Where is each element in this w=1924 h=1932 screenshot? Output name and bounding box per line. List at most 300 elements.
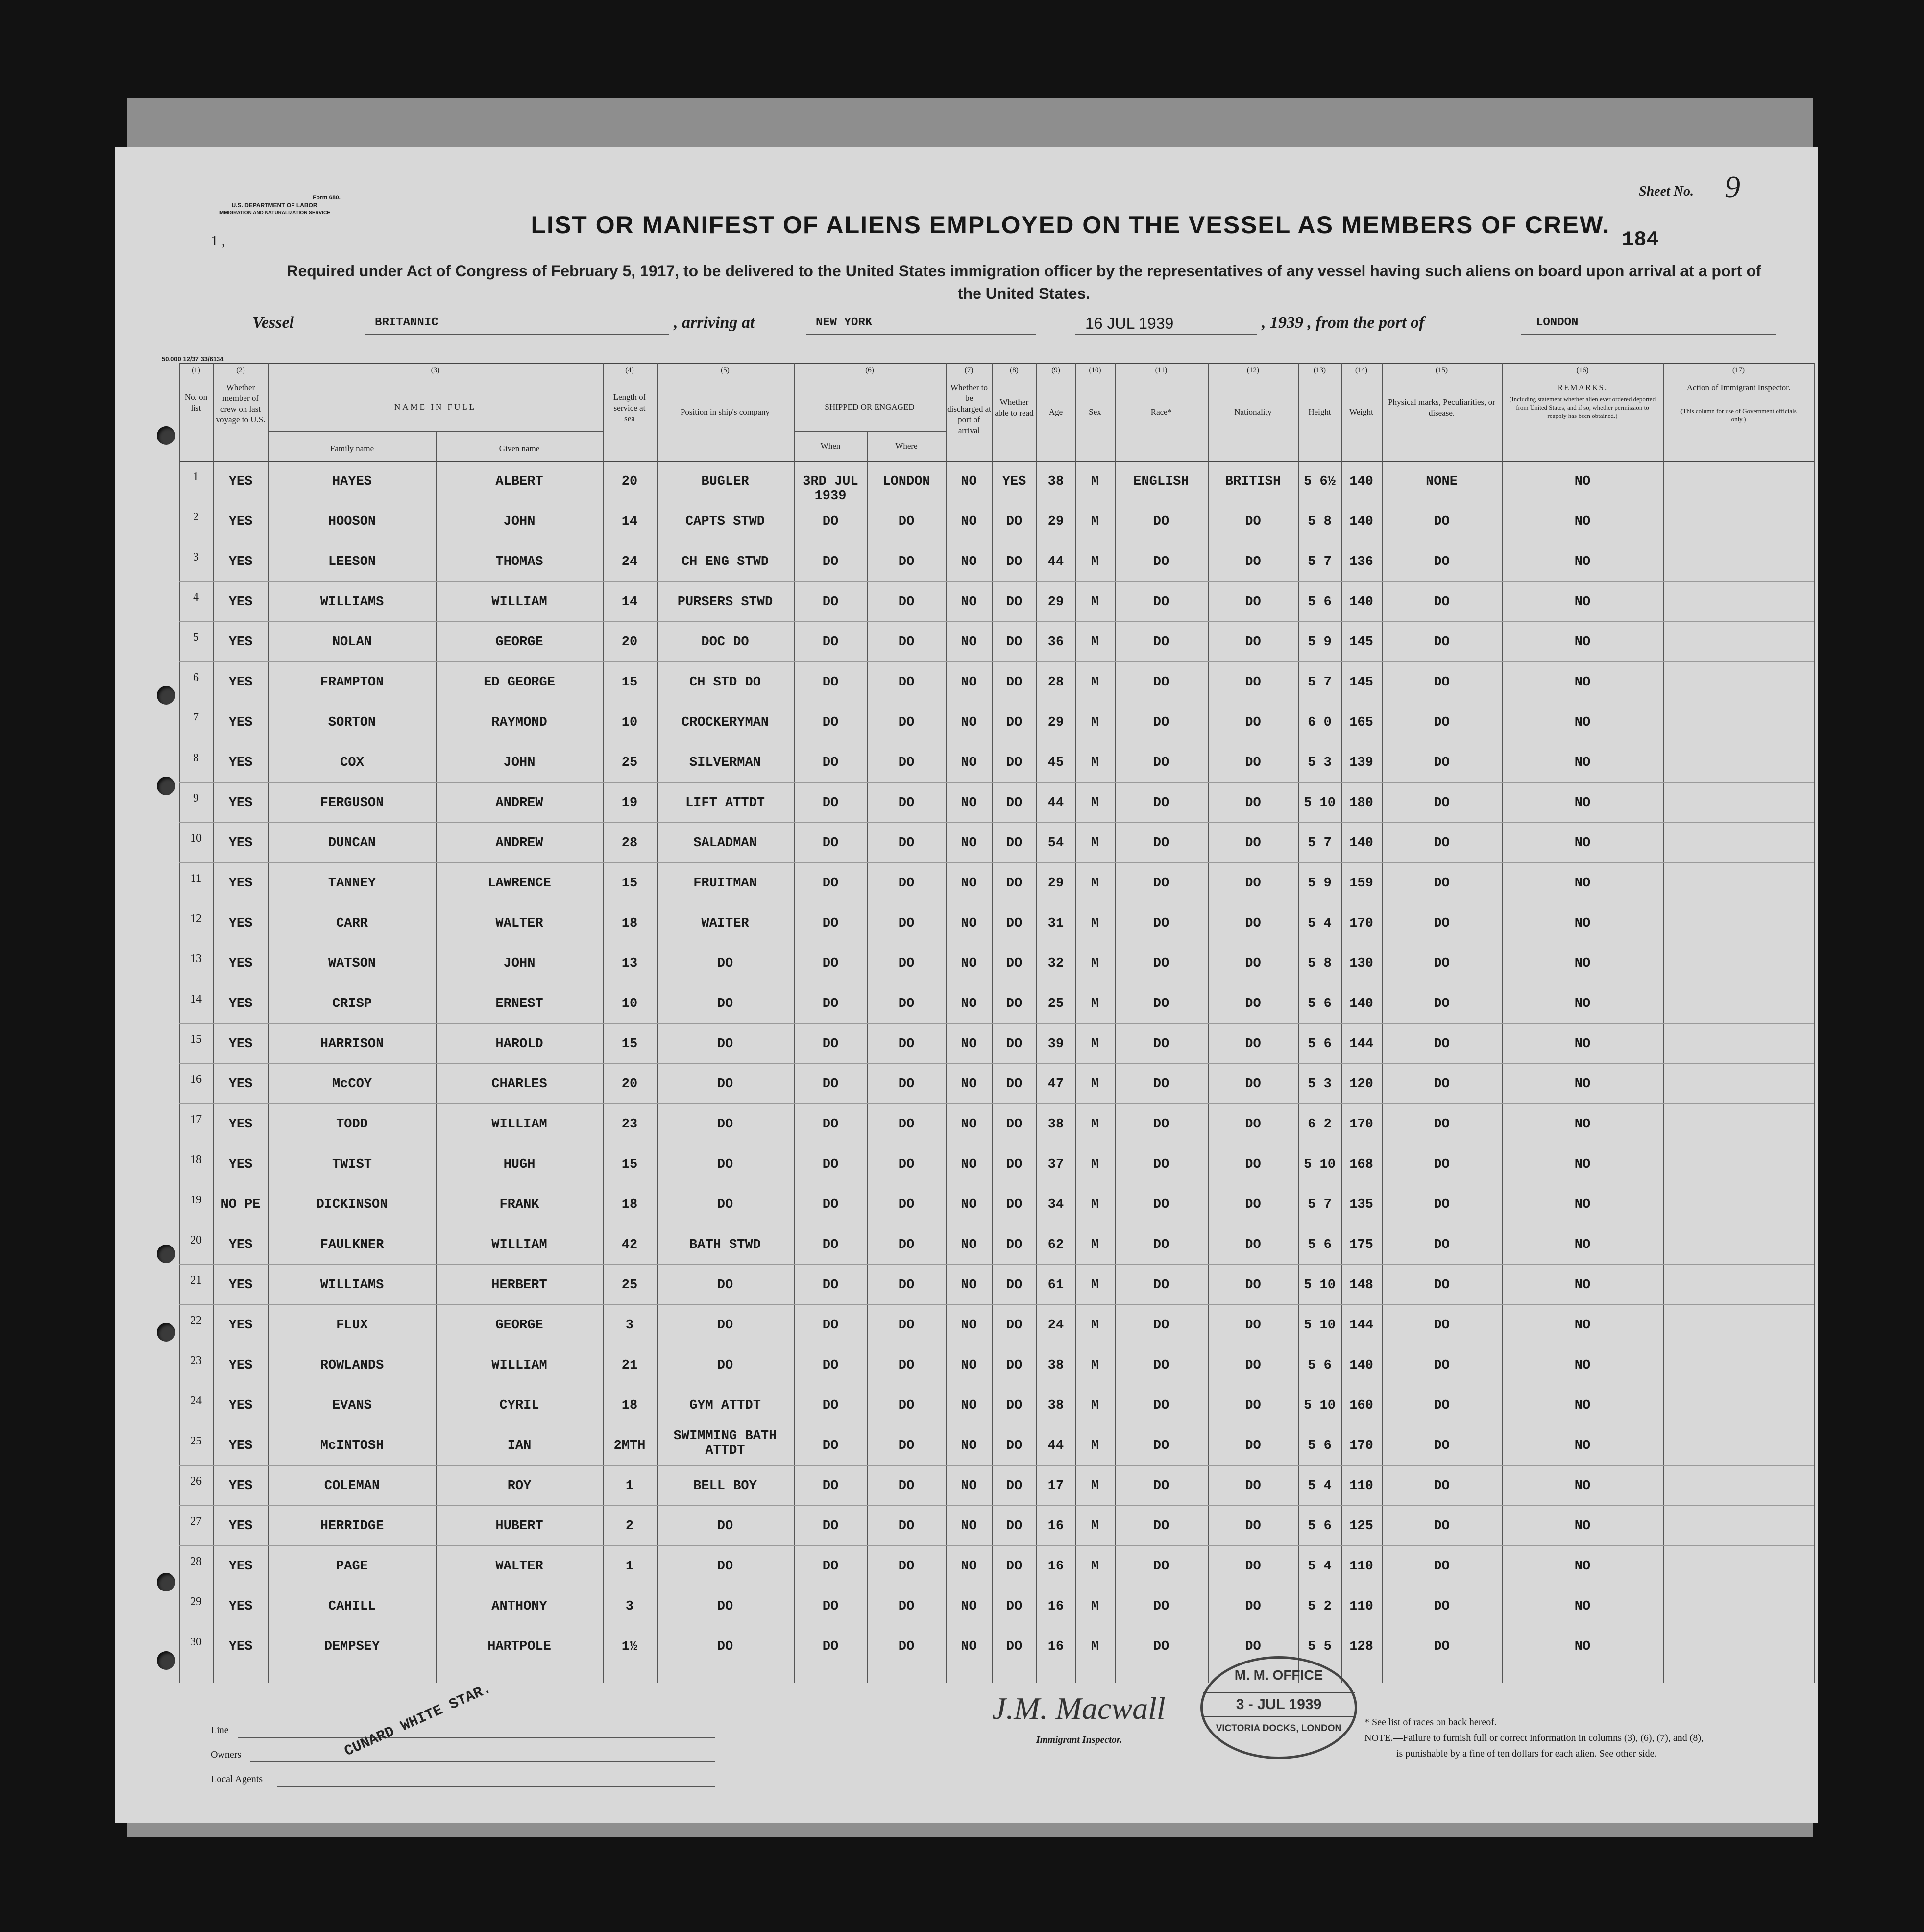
cell-remarks: NO <box>1574 1157 1591 1172</box>
cell-disch: NO <box>961 1398 977 1413</box>
agents-underline <box>277 1786 715 1787</box>
header-name-in-full: NAME IN FULL <box>394 402 476 412</box>
cell-age: 62 <box>1047 1238 1064 1252</box>
cell-when: DO <box>822 1238 839 1252</box>
cell-sex: M <box>1091 1157 1099 1172</box>
cell-phys: DO <box>1434 1077 1450 1092</box>
cell-where: LONDON <box>882 474 930 489</box>
cell-age: 16 <box>1047 1599 1064 1614</box>
cell-sex: M <box>1091 1037 1099 1052</box>
cell-position: SILVERMAN <box>689 756 761 770</box>
cell-crew: YES <box>228 514 253 529</box>
cell-when: DO <box>822 675 839 690</box>
row-number: 1 <box>193 470 199 483</box>
cell-family: McINTOSH <box>320 1439 384 1453</box>
cell-read: DO <box>1006 1037 1023 1052</box>
cell-read: DO <box>1006 555 1023 569</box>
cell-position: CROCKERYMAN <box>681 715 769 730</box>
year-label: , 1939 , from the port of <box>1262 314 1425 332</box>
row-number: 29 <box>190 1595 202 1608</box>
cell-position: BATH STWD <box>689 1238 761 1252</box>
column-number: (9) <box>1051 367 1060 374</box>
header-remarks: REMARKS. <box>1557 383 1608 392</box>
header-action: Action of Immigrant Inspector. <box>1686 383 1791 392</box>
cell-nat: DO <box>1245 1519 1261 1534</box>
cell-where: DO <box>898 1639 915 1654</box>
cell-position: PURSERS STWD <box>677 595 773 610</box>
column-number: (8) <box>1010 367 1019 374</box>
cell-crew: YES <box>228 1037 253 1052</box>
cell-nat: DO <box>1245 796 1261 810</box>
cell-sex: M <box>1091 555 1099 569</box>
cell-sex: M <box>1091 1077 1099 1092</box>
cell-given: JOHN <box>503 956 536 971</box>
cell-phys: DO <box>1434 1479 1450 1493</box>
cell-remarks: NO <box>1574 1278 1591 1293</box>
cell-when: DO <box>822 1318 839 1333</box>
cell-height: 5 4 <box>1308 916 1332 931</box>
cell-family: FAULKNER <box>320 1238 384 1252</box>
cell-crew: YES <box>228 1358 253 1373</box>
cell-race: DO <box>1153 1439 1169 1453</box>
cell-position: DO <box>717 1559 733 1574</box>
header-where: Where <box>895 441 918 451</box>
sheet-number: 9 <box>1725 170 1740 204</box>
cell-where: DO <box>898 1479 915 1493</box>
cell-height: 5 6 <box>1308 997 1332 1011</box>
cell-given: ANTHONY <box>491 1599 547 1614</box>
cell-when: DO <box>822 916 839 931</box>
cell-race: DO <box>1153 1278 1169 1293</box>
cell-phys: NONE <box>1426 474 1458 489</box>
cell-given: CHARLES <box>491 1077 547 1092</box>
arrival-port: NEW YORK <box>816 316 873 329</box>
agents-label: Local Agents <box>211 1774 263 1785</box>
cell-service: 1 <box>625 1559 634 1574</box>
cell-crew: YES <box>228 1318 253 1333</box>
cell-family: NOLAN <box>332 635 372 650</box>
cell-read: DO <box>1006 595 1023 610</box>
cell-height: 5 6 <box>1308 1238 1332 1252</box>
cell-when: DO <box>822 1358 839 1373</box>
cell-read: DO <box>1006 1559 1023 1574</box>
cell-race: DO <box>1153 997 1169 1011</box>
cell-family: DUNCAN <box>328 836 376 851</box>
cell-read: DO <box>1006 916 1023 931</box>
cell-phys: DO <box>1434 1318 1450 1333</box>
cell-phys: DO <box>1434 1198 1450 1212</box>
cell-nat: DO <box>1245 514 1261 529</box>
cell-crew: YES <box>228 1157 253 1172</box>
footnote-fine: is punishable by a fine of ten dollars for each alien. See other side. <box>1396 1748 1657 1759</box>
cell-phys: DO <box>1434 715 1450 730</box>
cell-remarks: NO <box>1574 474 1591 489</box>
cell-where: DO <box>898 1599 915 1614</box>
cell-disch: NO <box>961 1157 977 1172</box>
cell-age: 44 <box>1047 1439 1064 1453</box>
cell-given: ANDREW <box>495 836 543 851</box>
cell-height: 6 2 <box>1308 1117 1332 1132</box>
cell-weight: 125 <box>1349 1519 1373 1534</box>
cell-given: HUBERT <box>495 1519 543 1534</box>
cell-where: DO <box>898 876 915 891</box>
cell-family: HARRISON <box>320 1037 384 1052</box>
cell-when: DO <box>822 635 839 650</box>
cell-where: DO <box>898 715 915 730</box>
cell-weight: 180 <box>1349 796 1373 810</box>
cell-service: 14 <box>621 595 638 610</box>
cell-race: DO <box>1153 595 1169 610</box>
header-shipped: SHIPPED OR ENGAGED <box>825 402 915 412</box>
cell-nat: DO <box>1245 836 1261 851</box>
cell-position: DO <box>717 1318 733 1333</box>
cell-family: PAGE <box>336 1559 368 1574</box>
cell-read: DO <box>1006 1358 1023 1373</box>
cell-where: DO <box>898 1519 915 1534</box>
cell-read: DO <box>1006 514 1023 529</box>
cell-family: HOOSON <box>328 514 376 529</box>
column-number: (11) <box>1155 367 1168 374</box>
cell-remarks: NO <box>1574 1198 1591 1212</box>
cell-race: DO <box>1153 1398 1169 1413</box>
cell-service: 20 <box>621 1077 638 1092</box>
column-number: (2) <box>236 367 245 374</box>
cell-service: 15 <box>621 1157 638 1172</box>
vessel-underline <box>365 334 669 335</box>
cell-given: ED GEORGE <box>484 675 555 690</box>
cell-age: 45 <box>1047 756 1064 770</box>
cell-when: DO <box>822 756 839 770</box>
footnote-races: * See list of races on back hereof. <box>1364 1717 1497 1728</box>
cell-read: DO <box>1006 1198 1023 1212</box>
line-label: Line <box>211 1725 229 1736</box>
cell-read: DO <box>1006 1519 1023 1534</box>
cell-when: DO <box>822 1198 839 1212</box>
cell-nat: DO <box>1245 1439 1261 1453</box>
cell-position: CAPTS STWD <box>685 514 765 529</box>
row-number: 15 <box>190 1033 202 1046</box>
cell-where: DO <box>898 635 915 650</box>
cell-weight: 140 <box>1349 474 1373 489</box>
cell-given: WILLIAM <box>491 1238 547 1252</box>
cell-nat: DO <box>1245 1157 1261 1172</box>
cell-crew: YES <box>228 796 253 810</box>
cell-read: DO <box>1006 1278 1023 1293</box>
header-height: Height <box>1308 407 1331 416</box>
cell-read: DO <box>1006 956 1023 971</box>
table-row <box>179 501 1814 541</box>
cell-when: DO <box>822 956 839 971</box>
cell-position: DO <box>717 1358 733 1373</box>
cell-nat: DO <box>1245 595 1261 610</box>
cell-sex: M <box>1091 876 1099 891</box>
cell-read: DO <box>1006 635 1023 650</box>
cell-height: 5 3 <box>1308 756 1332 770</box>
cell-given: WILLIAM <box>491 1358 547 1373</box>
cell-family: FLUX <box>336 1318 368 1333</box>
cell-service: 25 <box>621 756 638 770</box>
table-row <box>179 1023 1814 1063</box>
column-number: (4) <box>625 367 634 374</box>
cell-where: DO <box>898 916 915 931</box>
cell-read: DO <box>1006 997 1023 1011</box>
cell-service: 23 <box>621 1117 638 1132</box>
cell-remarks: NO <box>1574 555 1591 569</box>
cell-family: CAHILL <box>328 1599 376 1614</box>
cell-read: DO <box>1006 1398 1023 1413</box>
row-number: 10 <box>190 832 202 845</box>
table-row <box>179 822 1814 862</box>
table-row <box>179 702 1814 742</box>
cell-sex: M <box>1091 1238 1099 1252</box>
cell-height: 5 8 <box>1308 514 1332 529</box>
cell-disch: NO <box>961 916 977 931</box>
table-row <box>179 1425 1814 1465</box>
table-row <box>179 541 1814 581</box>
cell-nat: DO <box>1245 1358 1261 1373</box>
cell-disch: NO <box>961 1037 977 1052</box>
cell-read: DO <box>1006 756 1023 770</box>
shipped-header-rule <box>794 431 946 432</box>
cell-family: SORTON <box>328 715 376 730</box>
cell-given: HERBERT <box>491 1278 547 1293</box>
cell-sex: M <box>1091 1599 1099 1614</box>
cell-phys: DO <box>1434 1599 1450 1614</box>
cell-remarks: NO <box>1574 756 1591 770</box>
cell-phys: DO <box>1434 1519 1450 1534</box>
cell-read: DO <box>1006 1599 1023 1614</box>
cell-weight: 170 <box>1349 916 1373 931</box>
cell-family: HERRIDGE <box>320 1519 384 1534</box>
cell-position: CH ENG STWD <box>681 555 769 569</box>
cell-age: 44 <box>1047 796 1064 810</box>
cell-nat: DO <box>1245 1198 1261 1212</box>
print-code: 50,000 12/37 33/6134 <box>162 355 224 363</box>
cell-position: DO <box>717 956 733 971</box>
cell-nat: DO <box>1245 635 1261 650</box>
cell-height: 5 7 <box>1308 555 1332 569</box>
cell-crew: YES <box>228 1639 253 1654</box>
cell-given: ERNEST <box>495 997 543 1011</box>
cell-family: WATSON <box>328 956 376 971</box>
vessel-line <box>243 314 1781 338</box>
cell-remarks: NO <box>1574 1479 1591 1493</box>
cell-age: 38 <box>1047 1398 1064 1413</box>
cell-where: DO <box>898 1559 915 1574</box>
cell-phys: DO <box>1434 1238 1450 1252</box>
cell-weight: 144 <box>1349 1037 1373 1052</box>
header-sex: Sex <box>1089 407 1101 416</box>
cell-given: WALTER <box>495 916 543 931</box>
cell-race: DO <box>1153 1238 1169 1252</box>
cell-remarks: NO <box>1574 997 1591 1011</box>
binder-hole <box>157 686 175 705</box>
cell-age: 29 <box>1047 876 1064 891</box>
arriving-label: , arriving at <box>674 314 755 332</box>
cell-age: 39 <box>1047 1037 1064 1052</box>
cell-phys: DO <box>1434 1358 1450 1373</box>
cell-when: DO <box>822 1117 839 1132</box>
cell-disch: NO <box>961 1559 977 1574</box>
cell-position: DO <box>717 1639 733 1654</box>
cell-where: DO <box>898 1198 915 1212</box>
cell-phys: DO <box>1434 836 1450 851</box>
cell-phys: DO <box>1434 555 1450 569</box>
cell-family: McCOY <box>332 1077 372 1092</box>
row-number: 6 <box>193 671 199 684</box>
cell-family: TODD <box>336 1117 368 1132</box>
cell-service: 15 <box>621 876 638 891</box>
stamp-bottom-text: VICTORIA DOCKS, LONDON <box>1216 1723 1342 1734</box>
cell-age: 47 <box>1047 1077 1064 1092</box>
cell-height: 5 5 <box>1308 1639 1332 1654</box>
cell-when: DO <box>822 514 839 529</box>
cell-disch: NO <box>961 1519 977 1534</box>
cell-read: DO <box>1006 675 1023 690</box>
row-number: 16 <box>190 1073 202 1086</box>
cell-remarks: NO <box>1574 1117 1591 1132</box>
page-title: LIST OR MANIFEST OF ALIENS EMPLOYED ON THE VESSEL AS MEMBERS OF CREW. <box>531 211 1610 239</box>
cell-family: LEESON <box>328 555 376 569</box>
cell-service: 3 <box>625 1318 634 1333</box>
table-row <box>179 1626 1814 1666</box>
cell-crew: YES <box>228 1117 253 1132</box>
form-number: Form 680. <box>313 194 341 201</box>
column-number: (16) <box>1576 367 1589 374</box>
column-number: (6) <box>865 367 874 374</box>
cell-weight: 165 <box>1349 715 1373 730</box>
cell-weight: 135 <box>1349 1198 1373 1212</box>
table-row <box>179 1264 1814 1304</box>
cell-age: 25 <box>1047 997 1064 1011</box>
date-underline <box>1075 334 1257 335</box>
cell-phys: DO <box>1434 876 1450 891</box>
header-given-name: Given name <box>499 444 540 453</box>
cell-disch: NO <box>961 1639 977 1654</box>
cell-height: 5 3 <box>1308 1077 1332 1092</box>
cell-service: 15 <box>621 675 638 690</box>
cell-crew: YES <box>228 715 253 730</box>
cell-weight: 145 <box>1349 675 1373 690</box>
cell-height: 5 6 <box>1308 1037 1332 1052</box>
signature-caption: Immigrant Inspector. <box>1036 1735 1122 1745</box>
cell-read: DO <box>1006 1318 1023 1333</box>
cell-given: FRANK <box>499 1198 539 1212</box>
header-action-sub: (This column for use of Government officials only.) <box>1680 407 1797 423</box>
cell-phys: DO <box>1434 1117 1450 1132</box>
cell-height: 5 10 <box>1304 796 1336 810</box>
cell-where: DO <box>898 796 915 810</box>
cell-phys: DO <box>1434 675 1450 690</box>
cell-phys: DO <box>1434 997 1450 1011</box>
cell-age: 28 <box>1047 675 1064 690</box>
cell-where: DO <box>898 1238 915 1252</box>
row-number: 9 <box>193 792 199 805</box>
cell-family: WILLIAMS <box>320 595 384 610</box>
cell-disch: NO <box>961 876 977 891</box>
cell-given: HUGH <box>503 1157 536 1172</box>
cell-given: GEORGE <box>495 1318 543 1333</box>
cell-disch: NO <box>961 1198 977 1212</box>
cell-family: FERGUSON <box>320 796 384 810</box>
line-underline <box>238 1737 715 1738</box>
cell-sex: M <box>1091 1198 1099 1212</box>
cell-phys: DO <box>1434 514 1450 529</box>
cell-crew: YES <box>228 1559 253 1574</box>
cell-race: DO <box>1153 756 1169 770</box>
cell-position: SWIMMING BATH ATTDT <box>673 1429 777 1458</box>
cell-crew: YES <box>228 756 253 770</box>
binder-hole <box>157 1245 175 1263</box>
cell-given: WILLIAM <box>491 595 547 610</box>
arrival-date: 16 JUL 1939 <box>1085 315 1174 332</box>
cell-given: ROY <box>507 1479 532 1493</box>
binder-hole <box>157 426 175 445</box>
cell-height: 5 4 <box>1308 1479 1332 1493</box>
cell-race: DO <box>1153 1037 1169 1052</box>
cell-race: DO <box>1153 1599 1169 1614</box>
cell-service: 18 <box>621 1398 638 1413</box>
table-row <box>179 1103 1814 1144</box>
cell-sex: M <box>1091 474 1099 489</box>
cell-remarks: NO <box>1574 1398 1591 1413</box>
cell-disch: NO <box>961 715 977 730</box>
cell-given: CYRIL <box>499 1398 539 1413</box>
cell-remarks: NO <box>1574 1037 1591 1052</box>
cell-sex: M <box>1091 836 1099 851</box>
cell-given: GEORGE <box>495 635 543 650</box>
cell-crew: YES <box>228 1077 253 1092</box>
cell-when: 3RD JUL 1939 <box>803 474 858 504</box>
table-top-border <box>179 363 1814 364</box>
cell-weight: 175 <box>1349 1238 1373 1252</box>
cell-when: DO <box>822 1519 839 1534</box>
cell-read: DO <box>1006 715 1023 730</box>
cell-when: DO <box>822 1639 839 1654</box>
cell-when: DO <box>822 1037 839 1052</box>
cell-phys: DO <box>1434 1037 1450 1052</box>
cell-given: LAWRENCE <box>487 876 551 891</box>
cell-family: WILLIAMS <box>320 1278 384 1293</box>
cell-height: 5 10 <box>1304 1398 1336 1413</box>
cell-crew: YES <box>228 1519 253 1534</box>
cell-service: 24 <box>621 555 638 569</box>
cell-sex: M <box>1091 756 1099 770</box>
cell-phys: DO <box>1434 595 1450 610</box>
cell-crew: YES <box>228 1599 253 1614</box>
cell-disch: NO <box>961 1439 977 1453</box>
cell-when: DO <box>822 1278 839 1293</box>
cell-position: DO <box>717 1599 733 1614</box>
row-number: 19 <box>190 1194 202 1206</box>
cell-sex: M <box>1091 1559 1099 1574</box>
row-number: 27 <box>190 1515 202 1528</box>
cell-where: DO <box>898 956 915 971</box>
cell-read: DO <box>1006 1439 1023 1453</box>
cell-weight: 128 <box>1349 1639 1373 1654</box>
cell-position: GYM ATTDT <box>689 1398 761 1413</box>
cell-age: 38 <box>1047 1358 1064 1373</box>
header-race: Race* <box>1150 407 1172 416</box>
cell-race: DO <box>1153 876 1169 891</box>
table-row <box>179 1063 1814 1103</box>
table-row <box>179 1385 1814 1425</box>
cell-age: 32 <box>1047 956 1064 971</box>
row-number: 5 <box>193 631 199 644</box>
cell-phys: DO <box>1434 1398 1450 1413</box>
cell-remarks: NO <box>1574 1238 1591 1252</box>
cell-sex: M <box>1091 675 1099 690</box>
